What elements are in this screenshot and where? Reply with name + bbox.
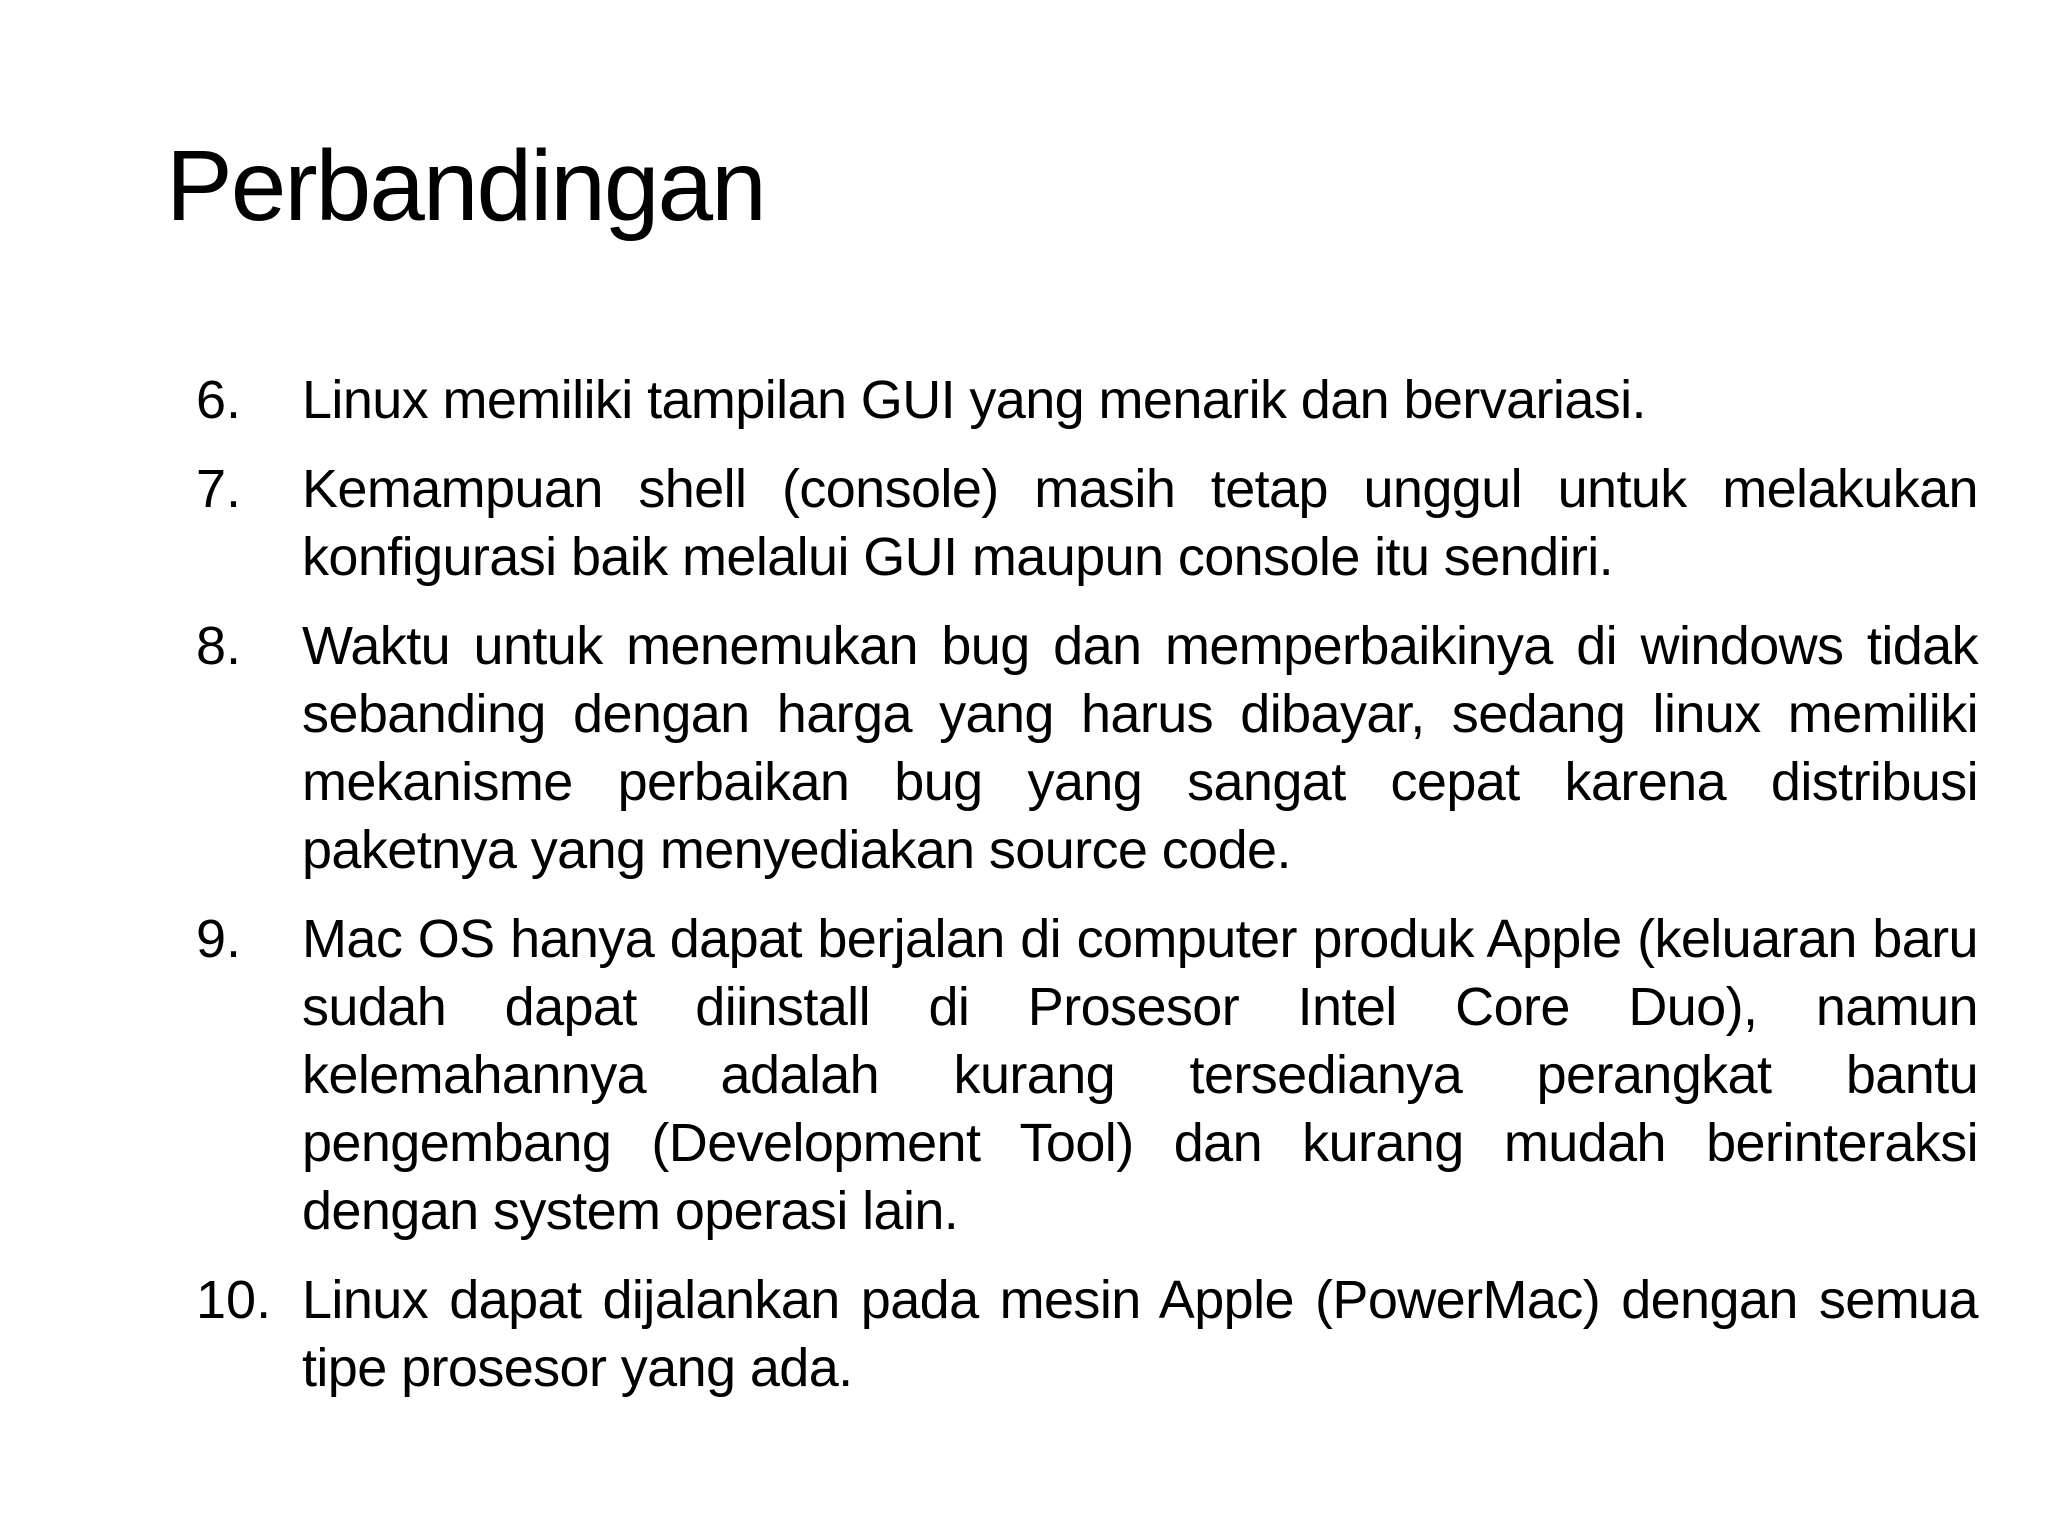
list-item-text: Mac OS hanya dapat berjalan di computer produk Apple (keluaran baru sudah dapat diinstall di Prosesor Intel Core Duo), namun kelemahannya adalah kurang tersedianya perangkat bantu pengembang (Development Tool) dan kurang mudah berinteraksi dengan system operasi lain. — [302, 909, 1978, 1241]
list-item-text: Waktu untuk menemukan bug dan memperbaikinya di windows tidak sebanding dengan harga yang harus dibayar, sedang linux memiliki mekanisme perbaikan bug yang sangat cepat karena distribusi paketnya yang menyediakan source code. — [302, 616, 1978, 880]
slide-title: Perbandingan — [166, 130, 765, 242]
list-item-number: 9. — [196, 909, 242, 969]
list-item — [196, 1266, 1978, 1402]
list-item — [196, 455, 1978, 591]
list-item-number: 8. — [196, 616, 242, 676]
list-item-number: 10. — [196, 1270, 272, 1330]
list-item — [196, 905, 1978, 1245]
list-item-number: 6. — [196, 370, 242, 430]
list-item-text: Linux memiliki tampilan GUI yang menarik dan bervariasi. — [302, 370, 1646, 430]
list-item-number: 7. — [196, 459, 242, 519]
list-item — [196, 366, 1978, 434]
list-item-text: Linux dapat dijalankan pada mesin Apple (PowerMac) dengan semua tipe prosesor yang ada. — [302, 1270, 1978, 1398]
list-item-text: Kemampuan shell (console) masih tetap unggul untuk melakukan konfigurasi baik melalui GUI maupun console itu sendiri. — [302, 459, 1978, 587]
numbered-list — [196, 366, 1978, 1423]
list-item — [196, 612, 1978, 884]
